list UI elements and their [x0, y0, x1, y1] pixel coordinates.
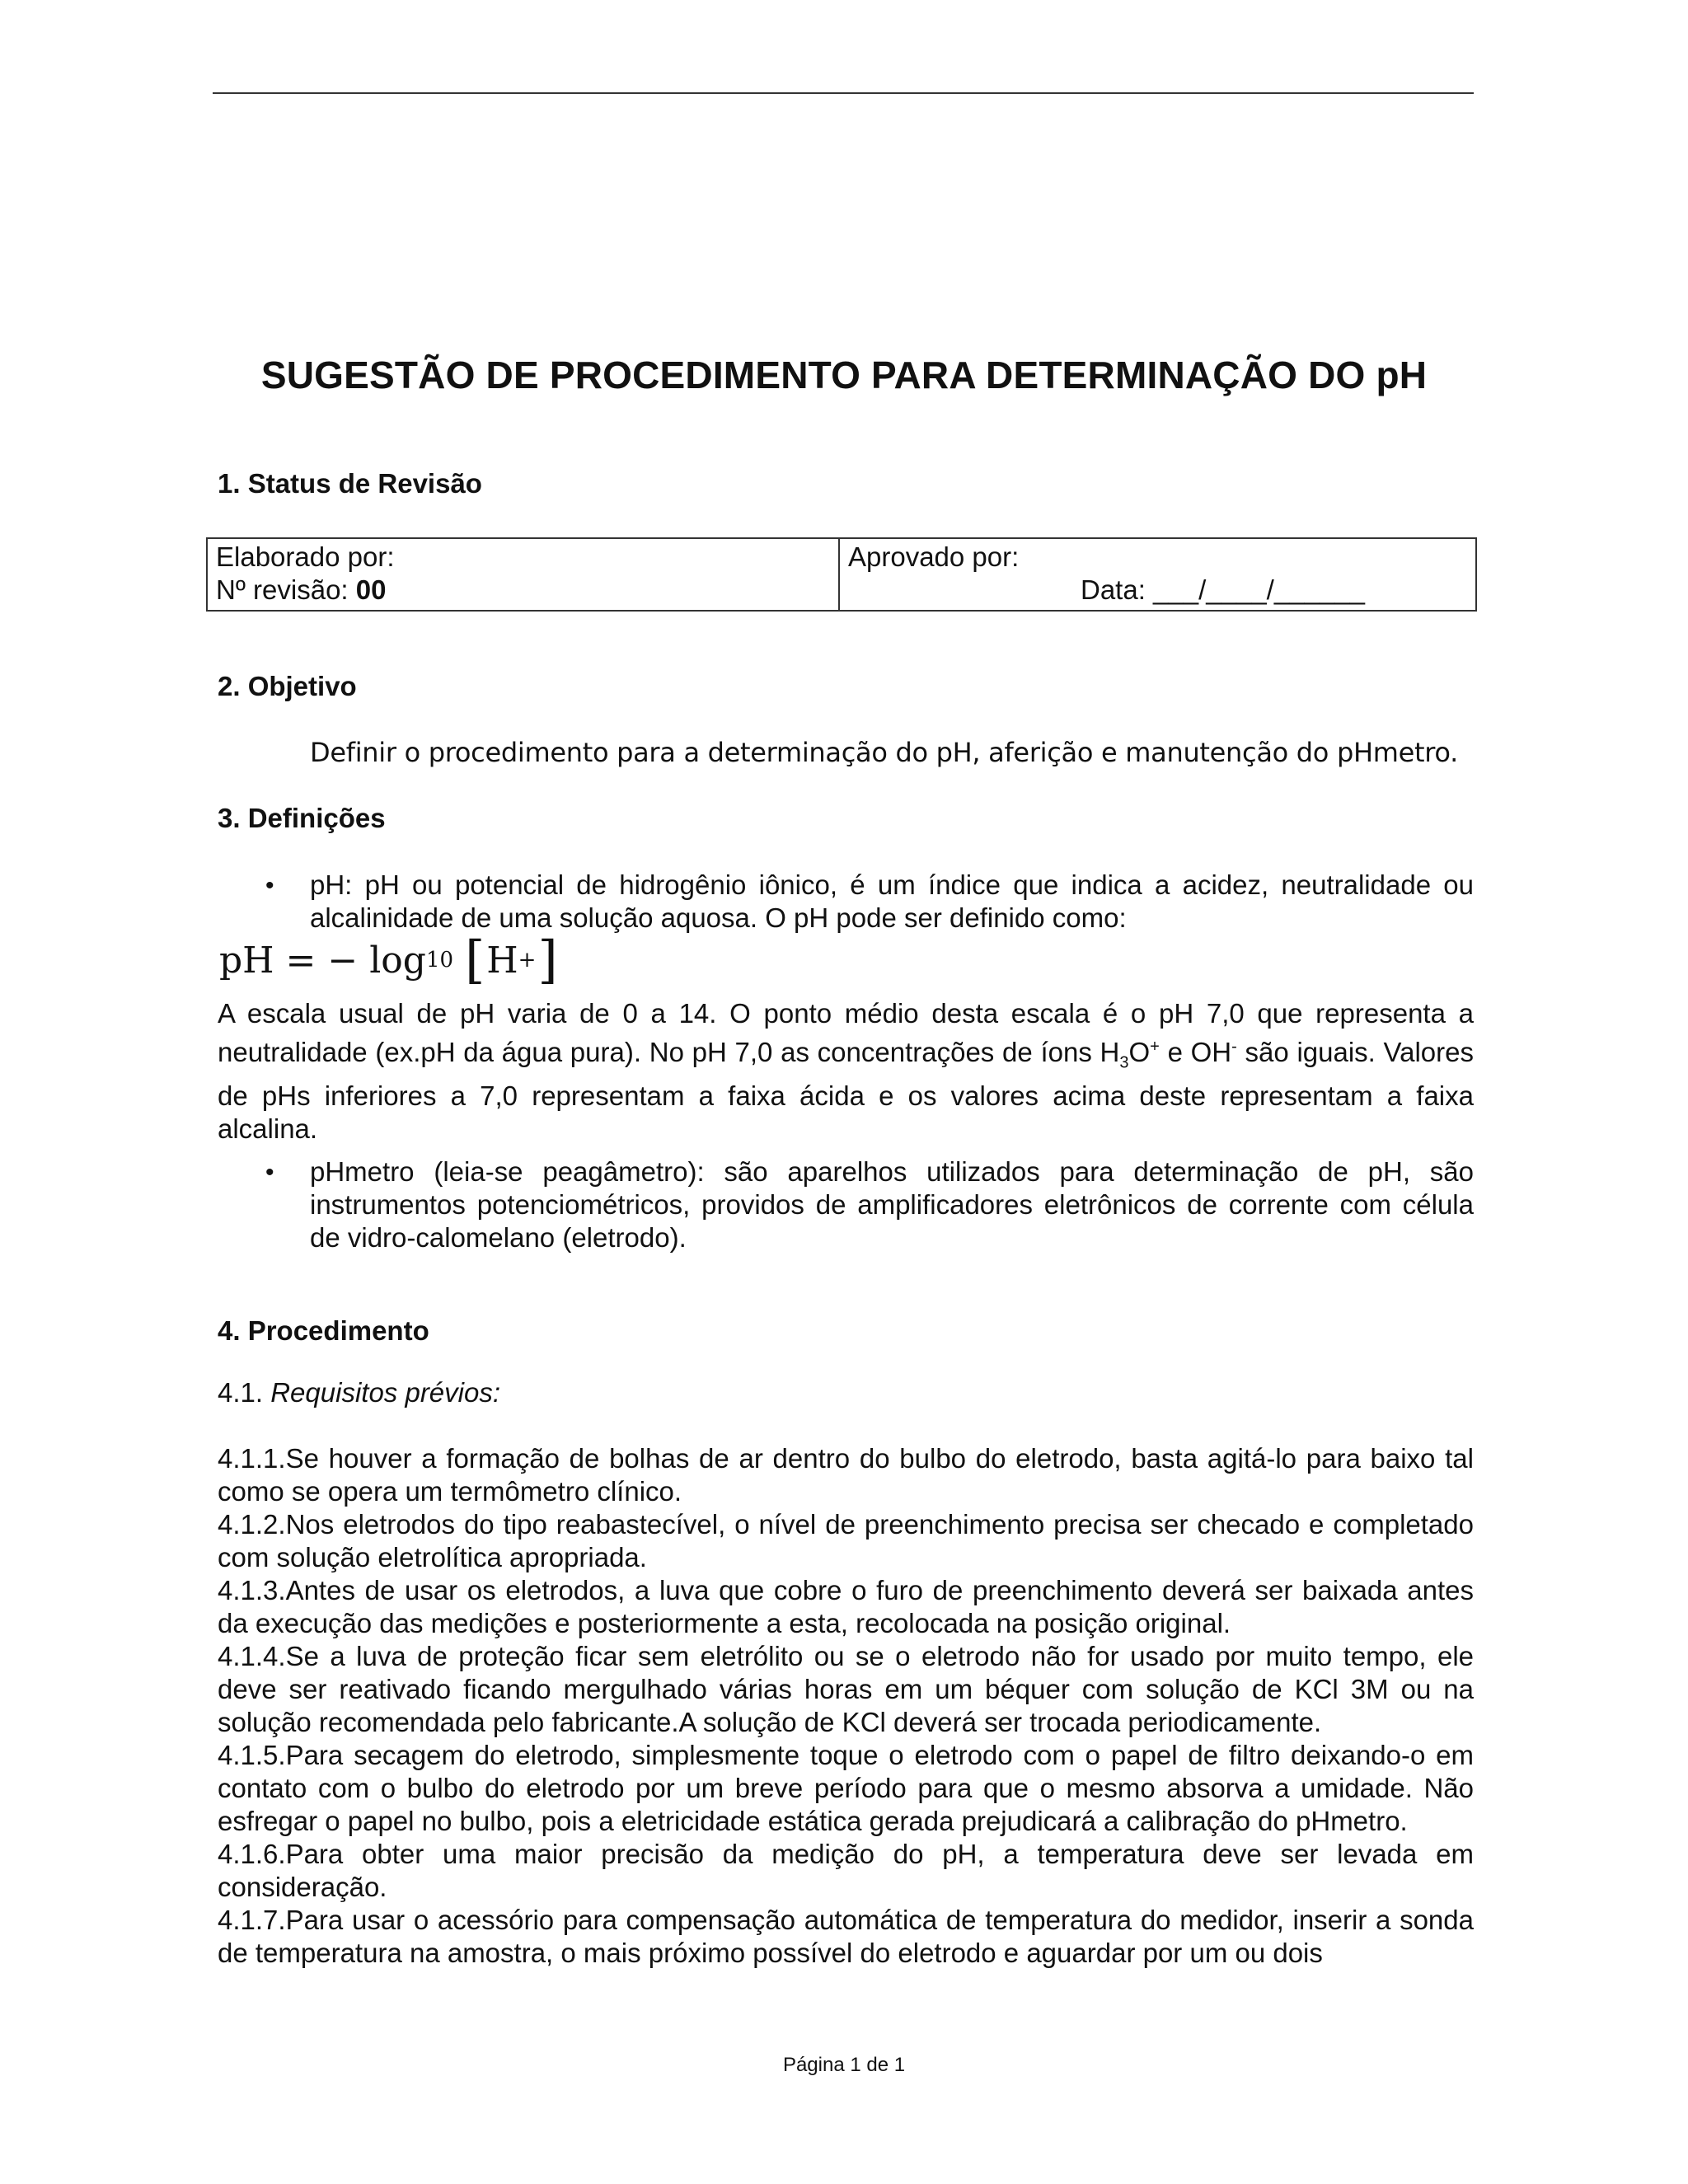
objective-text: Definir o procedimento para a determinação do pH, aferição e manutenção do pHmetro. [310, 737, 1458, 768]
page-footer: Página 1 de 1 [782, 2054, 906, 2076]
list-item: 4.1.6.Para obter uma maior precisão da medição do pH, a temperatura deve ser levada em consideração. [218, 1839, 1474, 1902]
bullet-marker: • [265, 1159, 274, 1186]
formula-superscript: + [518, 948, 537, 972]
definition-phmetro: pHmetro (leia-se peagâmetro): são aparelhos utilizados para determinação de pH, são instrumentos potenciométricos, providos de amplificadores eletrônicos de corrente com célula de vidro-calomelano (eletrodo). [310, 1156, 1474, 1253]
revision-number [216, 574, 830, 607]
scale-sub: 3 [1119, 1053, 1129, 1072]
formula-bracket-right: ] [537, 930, 558, 990]
date-field [848, 574, 1467, 607]
data-label: Data: [1081, 574, 1154, 605]
revision-cell-right [839, 538, 1476, 611]
scale-sup-2: - [1231, 1038, 1237, 1056]
scale-text-a: A escala usual de pH varia de 0 a 14. O ponto médio desta escala é o pH 7,0 que representa a neutralidade (ex.pH da água pura). No pH 7,0 as concentrações de íons H [218, 998, 1474, 1067]
formula-lhs: pH = − log [219, 939, 426, 982]
scale-text-c: e OH [1159, 1037, 1232, 1067]
header-rule [213, 92, 1474, 94]
document-title: SUGESTÃO DE PROCEDIMENTO PARA DETERMINAÇÃO DO pH [260, 354, 1428, 396]
requirements-list [218, 1442, 1474, 1970]
bullet-marker: • [265, 872, 274, 899]
list-item: 4.1.5.Para secagem do eletrodo, simplesmente toque o eletrodo com o papel de filtro deixando-o em contato com o bulbo do eletrodo por um breve período para que o mesmo absorva a umidade. Não esfregar o papel no bulbo, pois a eletricidade estática gerada prejudicará a calibração do pHmetro. [218, 1740, 1474, 1836]
scale-sup-1: + [1150, 1038, 1160, 1056]
revisao-value: 00 [355, 574, 387, 605]
subsection-title: Requisitos prévios: [270, 1377, 501, 1408]
formula-subscript: 10 [425, 948, 454, 972]
section-4-heading: 4. Procedimento [218, 1315, 429, 1346]
ph-scale-paragraph [218, 997, 1474, 1146]
scale-text-b: O [1128, 1037, 1151, 1067]
revisao-label: Nº revisão: [216, 574, 356, 605]
revision-table [206, 537, 1477, 612]
subsection-4-1 [218, 1376, 1474, 1409]
definition-ph: pH: pH ou potencial de hidrogênio iônico, é um índice que indica a acidez, neutralidade ou alcalinidade de uma solução aquosa. O pH pode ser definido como: [310, 869, 1474, 933]
ph-formula [219, 930, 560, 990]
section-2-heading: 2. Objetivo [218, 671, 357, 701]
formula-ion: H [486, 939, 518, 982]
data-value: ___/____/______ [1153, 574, 1365, 605]
revision-cell-left [207, 538, 839, 611]
formula-bracket-left: [ [465, 930, 485, 990]
elaborado-label: Elaborado por: [216, 541, 395, 572]
section-3-heading: 3. Definições [218, 803, 386, 833]
list-item: 4.1.7.Para usar o acessório para compensação automática de temperatura do medidor, inserir a sonda de temperatura na amostra, o mais próximo possível do eletrodo e aguardar por um ou dois [218, 1905, 1474, 1968]
aprovado-label: Aprovado por: [848, 541, 1020, 572]
list-item: 4.1.4.Se a luva de proteção ficar sem eletrólito ou se o eletrodo não for usado por muito tempo, ele deve ser reativado ficando mergulhado várias horas em um béquer com solução de KCl 3M ou na solução recomendada pelo fabricante.A solução de KCl deverá ser trocada periodicamente. [218, 1641, 1474, 1737]
list-item: 4.1.1.Se houver a formação de bolhas de ar dentro do bulbo do eletrodo, basta agitá-lo para baixo tal como se opera um termômetro clínico. [218, 1443, 1474, 1507]
subsection-number: 4.1. [218, 1377, 271, 1408]
scale-text-d: são iguais. Valores de pHs inferiores a 7,0 representam a faixa ácida e os valores acima deste representam a faixa alcalina. [218, 1037, 1474, 1144]
list-item: 4.1.3.Antes de usar os eletrodos, a luva que cobre o furo de preenchimento deverá ser baixada antes da execução das medições e posteriormente a esta, recolocada na posição original. [218, 1575, 1474, 1638]
section-1-heading: 1. Status de Revisão [218, 468, 482, 499]
list-item: 4.1.2.Nos eletrodos do tipo reabastecível, o nível de preenchimento precisa ser checado e completado com solução eletrolítica apropriada. [218, 1509, 1474, 1572]
